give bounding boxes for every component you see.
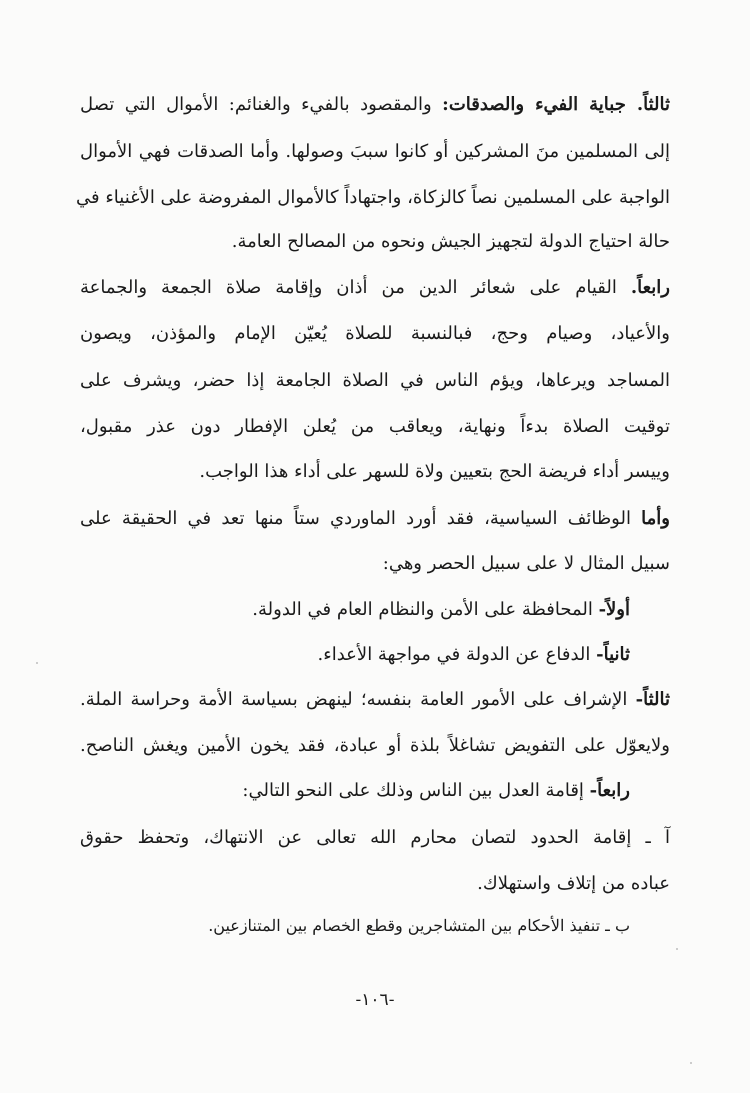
p3-line-1-text: الوظائف السياسية، فقد أورد الماوردي ستاً منها تعد في الحقيقة على bbox=[80, 508, 642, 529]
p1-line-1-text: والمقصود بالفيء والغنائم: الأموال التي تصل bbox=[80, 94, 443, 115]
p2-line-1-text: القيام على شعائر الدين من أذان وإقامة صلاة الجمعة والجماعة bbox=[80, 277, 631, 298]
list-item-2-text: الدفاع عن الدولة في مواجهة الأعداء. bbox=[317, 644, 597, 665]
list-item-4-number: رابعاً- bbox=[589, 780, 630, 801]
list-item-3-continued: ولايعوّل على التفويض تشاغلاً بلذة أو عبادة، فقد يخون الأمين ويغش الناصح. bbox=[80, 735, 670, 756]
p3-heading: وأما bbox=[641, 508, 670, 529]
p2-line-1 bbox=[80, 279, 670, 297]
list-item-4-text: إقامة العدل بين الناس وذلك على النحو التالي: bbox=[242, 780, 590, 801]
p1-line-4: حالة احتياج الدولة لتجهيز الجيش ونحوه من المصالح العامة. bbox=[231, 231, 670, 252]
page-number: -١٠٦- bbox=[355, 990, 395, 1010]
list-item-3-text: الإشراف على الأمور العامة بنفسه؛ لينهض بسياسة الأمة وحراسة الملة. bbox=[80, 689, 636, 710]
list-item-3-number: ثالثاً- bbox=[635, 689, 670, 710]
sub-item-a-line-1: آ ـ إقامة الحدود لتصان محارم الله تعالى عن الانتهاك، وتحفظ حقوق bbox=[80, 827, 670, 848]
scan-speck bbox=[36, 662, 38, 664]
p2-line-5: وييسر أداء فريضة الحج بتعيين ولاة للسهر على أداء هذا الواجب. bbox=[199, 461, 670, 482]
list-item-2-number: ثانياً- bbox=[596, 644, 630, 665]
scan-speck bbox=[676, 948, 678, 950]
p2-line-2: والأعياد، وصيام وحج، فبالنسبة للصلاة يُعيّن الإمام والمؤذن، ويصون bbox=[80, 323, 670, 344]
list-item-1-text: المحافظة على الأمن والنظام العام في الدولة. bbox=[252, 599, 599, 620]
p1-heading: ثالثاً. جباية الفيء والصدقات: bbox=[442, 94, 670, 115]
list-item-3 bbox=[80, 691, 670, 709]
sub-item-a-line-2: عباده من إتلاف واستهلاك. bbox=[477, 873, 670, 894]
list-item-1-number: أولاً- bbox=[598, 599, 630, 620]
p3-line-2: سبيل المثال لا على سبيل الحصر وهي: bbox=[382, 553, 670, 574]
sub-item-b: ب ـ تنفيذ الأحكام بين المتشاجرين وقطع الخصام بين المتنازعين. bbox=[208, 916, 630, 935]
p3-line-1 bbox=[80, 510, 670, 528]
p2-line-4: توقيت الصلاة بدءاً ونهاية، ويعاقب من يُعلن الإفطار دون عذر مقبول، bbox=[80, 416, 670, 437]
p1-line-3: الواجبة على المسلمين نصاً كالزكاة، واجتهاداً كالأموال المفروضة على الأغنياء في bbox=[76, 187, 670, 208]
p1-line-1 bbox=[80, 96, 670, 114]
scan-speck bbox=[690, 1062, 692, 1064]
list-item-4 bbox=[242, 782, 630, 800]
p2-heading: رابعاً. bbox=[630, 277, 670, 298]
p1-line-2: إلى المسلمين منَ المشركين أو كانوا سببَ وصولها. وأما الصدقات فهي الأموال bbox=[80, 141, 670, 162]
list-item-1 bbox=[252, 601, 630, 619]
list-item-2 bbox=[318, 646, 630, 664]
p2-line-3: المساجد ويرعاها، ويؤم الناس في الصلاة الجامعة إذا حضر، ويشرف على bbox=[80, 370, 670, 391]
